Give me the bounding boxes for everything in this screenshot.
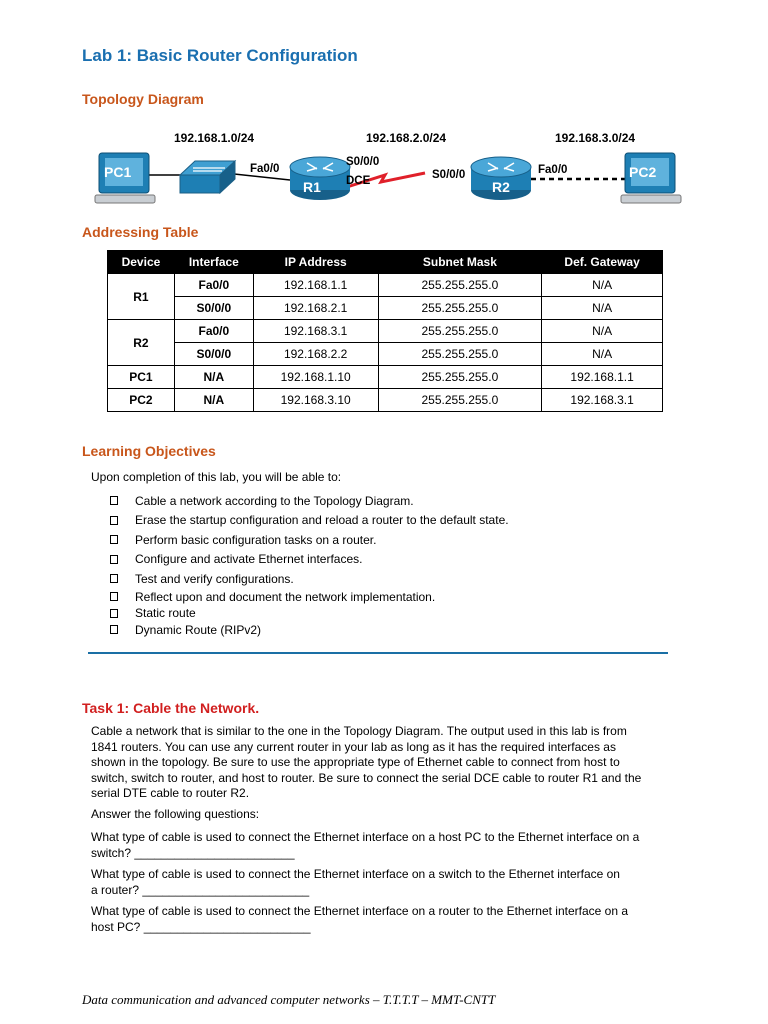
cell-gateway: 192.168.3.1 — [542, 389, 663, 412]
cell-mask: 255.255.255.0 — [378, 320, 542, 343]
objectives-heading: Learning Objectives — [82, 443, 216, 459]
r1-serial-label: S0/0/0 — [346, 156, 380, 168]
cell-device: R1 — [108, 274, 175, 320]
addressing-table — [107, 250, 663, 412]
cell-mask: 255.255.255.0 — [378, 366, 542, 389]
topology-diagram — [85, 145, 695, 215]
list-item: Test and verify configurations. — [110, 569, 509, 589]
pc2-label: PC2 — [629, 164, 657, 180]
cell-mask: 255.255.255.0 — [378, 297, 542, 320]
bullet-box-icon — [110, 555, 118, 564]
cell-mask: 255.255.255.0 — [378, 343, 542, 366]
table-header-row — [108, 251, 663, 274]
cell-mask: 255.255.255.0 — [378, 389, 542, 412]
list-item: Configure and activate Ethernet interfaces. — [110, 550, 509, 570]
network-label-3: 192.168.3.0/24 — [555, 131, 636, 145]
question-1: What type of cable is used to connect the Ethernet interface on a host PC to the Ethernet interface on a switch? ________________________ — [91, 830, 640, 860]
header-device: Device — [108, 251, 175, 274]
header-mask: Subnet Mask — [378, 251, 542, 274]
bullet-box-icon — [110, 496, 118, 505]
task1-paragraph — [91, 724, 691, 802]
cell-gateway: 192.168.1.1 — [542, 366, 663, 389]
table-row — [108, 274, 663, 297]
list-item: Dynamic Route (RIPv2) — [110, 622, 509, 639]
paragraph-line: 1841 routers. You can use any current router in your lab as long as it has the required interfaces as — [91, 739, 616, 754]
paragraph-line: switch, switch to router, and host to router. Be sure to connect the serial DCE cable to router R1 and the — [91, 770, 642, 785]
cell-interface: Fa0/0 — [174, 274, 253, 297]
question-2: What type of cable is used to connect the Ethernet interface on a switch to the Ethernet interface on a router? _________________________ — [91, 867, 620, 897]
answer-prompt: Answer the following questions: — [91, 807, 260, 821]
topology-heading: Topology Diagram — [82, 91, 204, 107]
bullet-box-icon — [110, 609, 118, 618]
paragraph-line: Cable a network that is similar to the one in the Topology Diagram. The output used in this lab is from — [91, 724, 627, 738]
objectives-list — [110, 491, 509, 638]
list-item: Reflect upon and document the network implementation. — [110, 589, 509, 606]
network-label-1: 192.168.1.0/24 — [174, 131, 255, 145]
table-row — [108, 389, 663, 412]
list-item: Perform basic configuration tasks on a router. — [110, 530, 509, 550]
pc1-label: PC1 — [104, 164, 132, 180]
header-interface: Interface — [174, 251, 253, 274]
table-row — [108, 320, 663, 343]
cell-ip: 192.168.2.1 — [253, 297, 378, 320]
bullet-box-icon — [110, 625, 118, 634]
header-ip: IP Address — [253, 251, 378, 274]
r1-dce-label: DCE — [346, 175, 371, 187]
bullet-box-icon — [110, 516, 118, 525]
addressing-heading: Addressing Table — [82, 224, 199, 240]
section-divider — [88, 652, 668, 654]
bullet-box-icon — [110, 574, 118, 583]
cell-ip: 192.168.3.10 — [253, 389, 378, 412]
cell-interface: Fa0/0 — [174, 320, 253, 343]
task1-heading: Task 1: Cable the Network. — [82, 700, 260, 716]
header-gateway: Def. Gateway — [542, 251, 663, 274]
objectives-intro: Upon completion of this lab, you will be able to: — [91, 470, 342, 484]
bullet-box-icon — [110, 592, 118, 601]
cell-interface: N/A — [174, 389, 253, 412]
list-item: Static route — [110, 605, 509, 622]
cell-interface: S0/0/0 — [174, 343, 253, 366]
cell-gateway: N/A — [542, 274, 663, 297]
page-title: Lab 1: Basic Router Configuration — [82, 46, 358, 65]
table-row — [108, 297, 663, 320]
cell-gateway: N/A — [542, 320, 663, 343]
cell-ip: 192.168.2.2 — [253, 343, 378, 366]
page-footer: Data communication and advanced computer networks – T.T.T.T – MMT-CNTT — [82, 992, 496, 1007]
r2-fa-label: Fa0/0 — [538, 164, 568, 176]
table-row — [108, 343, 663, 366]
question-3: What type of cable is used to connect the Ethernet interface on a router to the Ethernet interface on a host PC? _________________________ — [91, 904, 628, 934]
cell-ip: 192.168.1.10 — [253, 366, 378, 389]
bullet-box-icon — [110, 535, 118, 544]
cell-interface: N/A — [174, 366, 253, 389]
cell-gateway: N/A — [542, 297, 663, 320]
r1-fa-label: Fa0/0 — [250, 163, 280, 175]
cell-ip: 192.168.1.1 — [253, 274, 378, 297]
r2-label: R2 — [492, 179, 510, 195]
cell-ip: 192.168.3.1 — [253, 320, 378, 343]
cell-interface: S0/0/0 — [174, 297, 253, 320]
list-item: Erase the startup configuration and reload a router to the default state. — [110, 511, 509, 531]
list-item: Cable a network according to the Topology Diagram. — [110, 491, 509, 511]
cell-device: PC1 — [108, 366, 175, 389]
cell-mask: 255.255.255.0 — [378, 274, 542, 297]
table-row — [108, 366, 663, 389]
paragraph-line: serial DTE cable to router R2. — [91, 786, 250, 800]
cell-device: PC2 — [108, 389, 175, 412]
switch-icon — [180, 161, 235, 193]
r2-serial-label: S0/0/0 — [432, 169, 466, 181]
cell-gateway: N/A — [542, 343, 663, 366]
paragraph-line: shown in the topology. Be sure to use the appropriate type of Ethernet cable to connect from host to — [91, 755, 620, 769]
network-label-2: 192.168.2.0/24 — [366, 131, 447, 145]
cell-device: R2 — [108, 320, 175, 366]
r1-label: R1 — [303, 179, 321, 195]
